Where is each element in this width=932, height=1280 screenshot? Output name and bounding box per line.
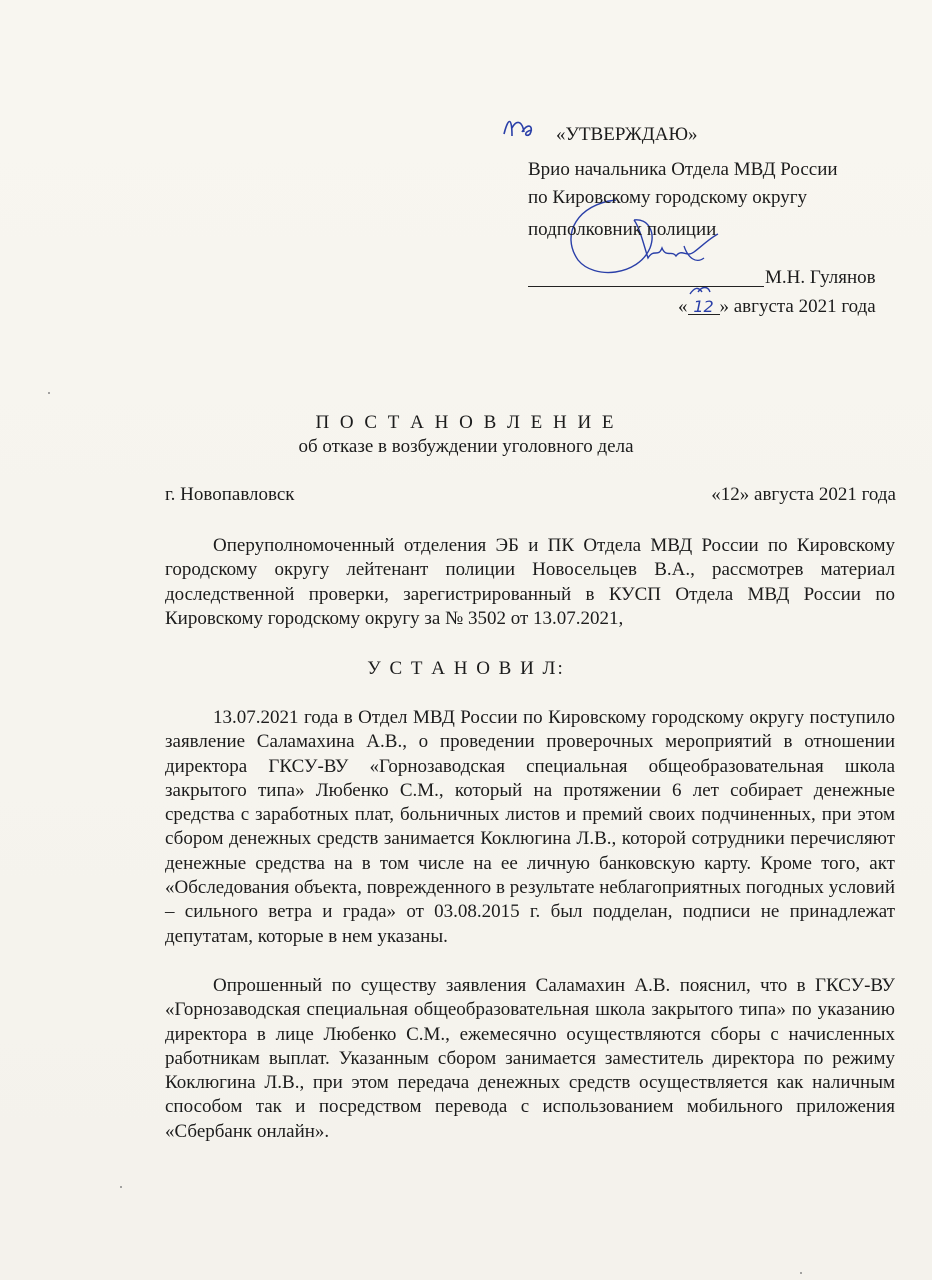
intro-paragraph: Оперуполномоченный отделения ЭБ и ПК Отдела МВД России по Кировскому городскому округу лейтенант полиции Новосельцев В.А., рассмотрев материал доследственной проверки, зарегистрированный в КУСП Отдела МВД России по Кировскому городскому округу за № 3502 от 13.07.2021, <box>165 535 895 629</box>
approver-name: М.Н. Гулянов <box>765 267 876 288</box>
document-place: г. Новопавловск <box>165 484 295 505</box>
established-heading: У С Т А Н О В И Л: <box>367 658 565 679</box>
approval-date-rest: » августа 2021 года <box>719 296 876 317</box>
approval-date <box>678 292 876 321</box>
document-title: П О С Т А Н О В Л Е Н И Е <box>315 412 617 433</box>
approval-position-line2: по Кировскому городскому округу <box>528 187 808 208</box>
scan-speck <box>120 1186 122 1188</box>
body-paragraph-2: Опрошенный по существу заявления Саламахин А.В. пояснил, что в ГКСУ-ВУ «Горнозаводская специальная общеобразовательная школа закрытого типа» по указанию директора в лице Любенко С.М., ежемесячно осуществляются сборы с начисленных работникам выплат. Указанным сбором занимается заместитель директора по режиму Коклюгина Л.В., при этом передача денежных средств осуществляется как наличным способом так и посредством перевода с использованием мобильного приложения «Сбербанк онлайн». <box>165 975 895 1142</box>
signature-line <box>528 264 764 287</box>
approval-date-day: 12 <box>688 292 720 315</box>
scan-speck <box>48 392 50 394</box>
body-paragraph-1: 13.07.2021 года в Отдел МВД России по Кировскому городскому округу поступило заявление Саламахина А.В., о проведении проверочных мероприятий в отношении директора ГКСУ-ВУ «Горнозаводская специальная общеобразовательная школа закрытого типа» Любенко С.М., который на протяжении 6 лет собирает денежные средства с заработных плат, больничных листов и премий своих подчиненных, при этом сбором денежных средств занимается Коклюгина Л.В., которой сотрудники перечисляют денежные средства на в том числе на ее личную банковскую карту. Кроме того, акт «Обследования объекта, поврежденного в результате неблагоприятных погодных условий – сильного ветра и града» от 03.08.2015 г. был подделан, подписи не принадлежат депутатам, которые в нем указаны. <box>165 707 895 947</box>
approval-rank: подполковник полиции <box>528 219 717 240</box>
approval-position-line1: Врио начальника Отдела МВД России <box>528 159 838 180</box>
approval-title: «УТВЕРЖДАЮ» <box>556 124 698 145</box>
document-subtitle: об отказе в возбуждении уголовного дела <box>298 436 634 457</box>
document-date: «12» августа 2021 года <box>711 484 896 505</box>
approval-date-open: « <box>678 296 688 317</box>
scan-speck <box>800 1272 802 1274</box>
